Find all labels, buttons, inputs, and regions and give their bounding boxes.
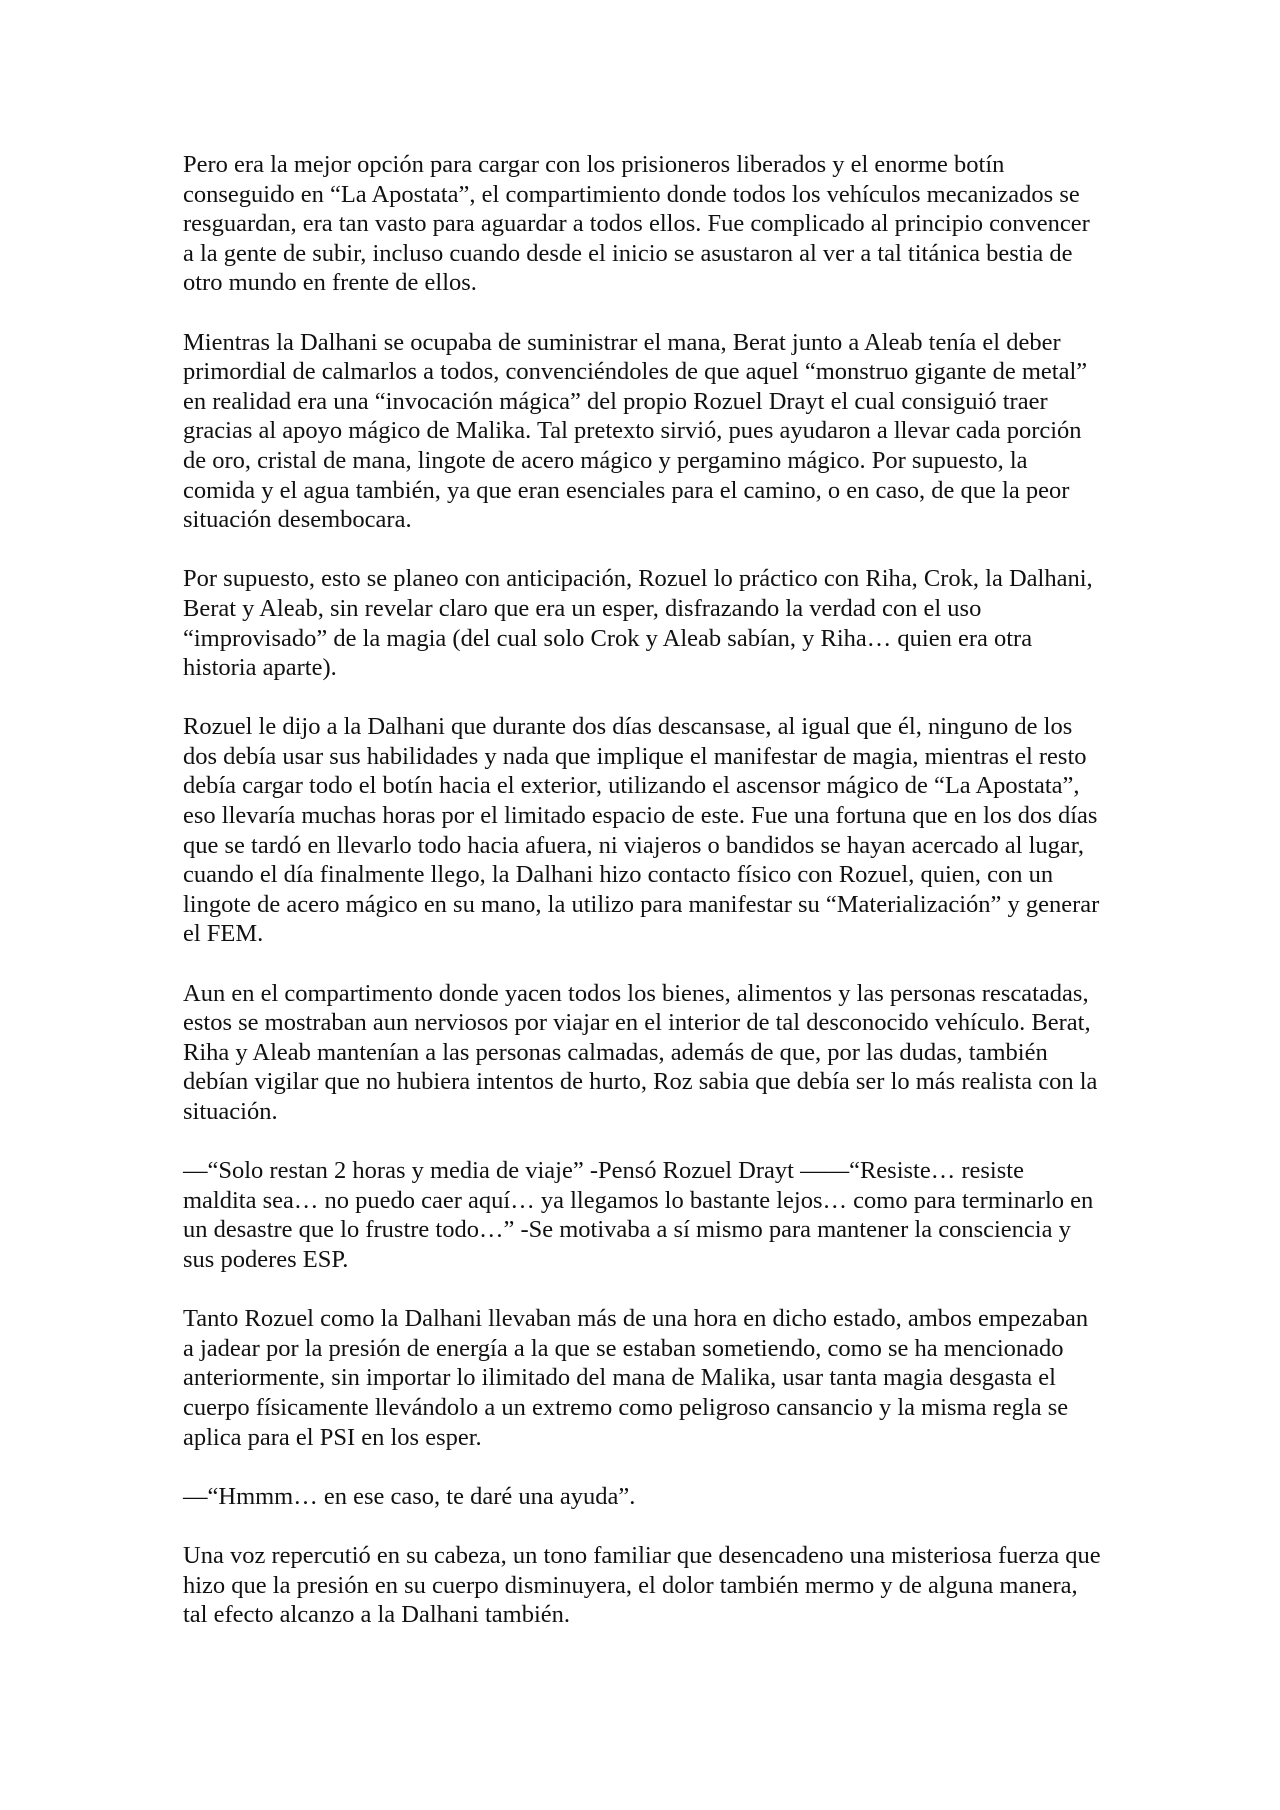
paragraph: Rozuel le dijo a la Dalhani que durante dos días descansase, al igual que él, ninguno de los dos debía usar sus habilidades y nada que implique el manifestar de magia, mientras el resto debía cargar todo el botín hacia el exterior, utilizando el ascensor mágico de “La Apostata”, eso llevaría muchas horas por el limitado espacio de este. Fue una fortuna que en los dos días que se tardó en llevarlo todo hacia afuera, ni viajeros o bandidos se hayan acercado al lugar, cuando el día finalmente llego, la Dalhani hizo contacto físico con Rozuel, quien, con un lingote de acero mágico en su mano, la utilizo para manifestar su “Materialización” y generar el FEM. — [183, 713, 1100, 948]
paragraph: Por supuesto, esto se planeo con anticipación, Rozuel lo práctico con Riha, Crok, la Dalhani, Berat y Aleab, sin revelar claro que era un esper, disfrazando la verdad con el uso “improvisado” de la magia (del cual solo Crok y Aleab sabían, y Riha… quien era otra historia aparte). — [183, 565, 1093, 682]
paragraph: —“Hmmm… en ese caso, te daré una ayuda”. — [183, 1482, 636, 1510]
paragraph: —“Solo restan 2 horas y media de viaje” -Pensó Rozuel Drayt ——“Resiste… resiste maldita sea… no puedo caer aquí… ya llegamos lo bastante lejos… como para terminarlo en un desastre que lo frustre todo…” -Se motivaba a sí mismo para mantener la consciencia y sus poderes ESP. — [183, 1157, 1094, 1273]
document-page — [183, 150, 1103, 1659]
paragraph: Pero era la mejor opción para cargar con los prisioneros liberados y el enorme botín conseguido en “La Apostata”, el compartimiento donde todos los vehículos mecanizados se resguardan, era tan vasto para aguardar a todos ellos. Fue complicado al principio convencer a la gente de subir, incluso cuando desde el inicio se asustaron al ver a tal titánica bestia de otro mundo en frente de ellos. — [183, 151, 1090, 297]
paragraph: Tanto Rozuel como la Dalhani llevaban más de una hora en dicho estado, ambos empezaban a jadear por la presión de energía a la que se estaban sometiendo, como se ha mencionado anteriormente, sin importar lo ilimitado del mana de Malika, usar tanta magia desgasta el cuerpo físicamente llevándolo a un extremo como peligroso cansancio y la misma regla se aplica para el PSI en los esper. — [183, 1305, 1089, 1451]
paragraph: Mientras la Dalhani se ocupaba de suministrar el mana, Berat junto a Aleab tenía el deber primordial de calmarlos a todos, convenciéndoles de que aquel “monstruo gigante de metal” en realidad era una “invocación mágica” del propio Rozuel Drayt el cual consiguió traer gracias al apoyo mágico de Malika. Tal pretexto sirvió, pues ayudaron a llevar cada porción de oro, cristal de mana, lingote de acero mágico y pergamino mágico. Por supuesto, la comida y el agua también, ya que eran esenciales para el camino, o en caso, de que la peor situación desembocara. — [183, 328, 1088, 534]
paragraph: Aun en el compartimento donde yacen todos los bienes, alimentos y las personas rescatadas, estos se mostraban aun nerviosos por viajar en el interior de tal desconocido vehículo. Berat, Riha y Aleab mantenían a las personas calmadas, además de que, por las dudas, también debían vigilar que no hubiera intentos de hurto, Roz sabia que debía ser lo más realista con la situación. — [183, 979, 1098, 1125]
paragraph: Una voz repercutió en su cabeza, un tono familiar que desencadeno una misteriosa fuerza que hizo que la presión en su cuerpo disminuyera, el dolor también mermo y de alguna manera, tal efecto alcanzo a la Dalhani también. — [183, 1541, 1101, 1629]
